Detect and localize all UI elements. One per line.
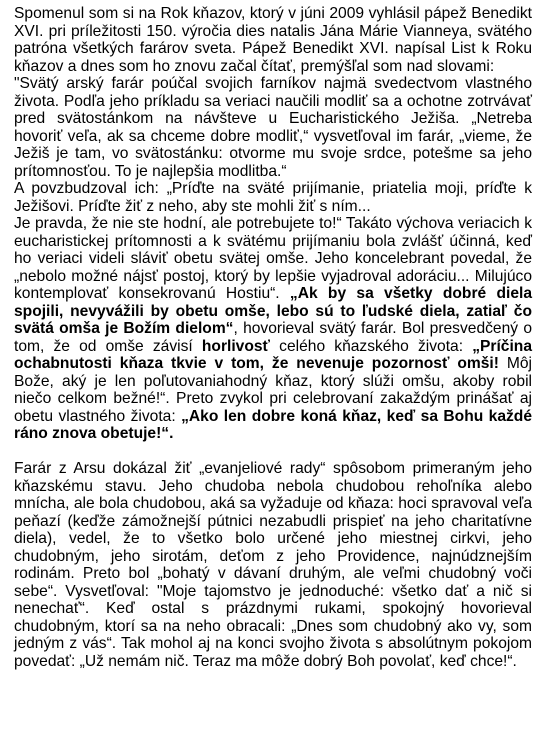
intro-text: Spomenul som si na Rok kňazov, ktorý v júni 2009 vyhlásil pápež Benedikt XVI. pri príležitosti 150. výročia dies natalis Jána Márie Vianneya, svätého patróna všetkých farárov sveta. Pápež Benedikt XVI. napísal List k Roku kňazov a dnes som ho znovu začal čítať, premýšľal som nad slovami: <box>14 5 532 75</box>
text-mass-4: Môj Bože, aký je len poľutovaniahodný kňaz, ktorý slúži omšu, akoby robil niečo celkom bežné!“. Preto zvykol pri celebrovaní zakaždým prinášať aj obetu vlastného života: <box>14 355 532 425</box>
quote-communion: A povzbudzoval ich: „Príďte na sväté prijímanie, priatelia moji, príďte k Ježišovi. Príďte žiť z neho, aby ste mohli žiť s ním... <box>14 180 532 215</box>
quote-prayer: "Svätý arský farár poúčal svojich farníkov najmä svedectvom vlastného života. Podľa jeho príkladu sa veriaci naučili modliť sa a ochotne zotrvávať pred svätostánkom na návšteve u Eucharistického Ježiša. „Netreba hovoriť veľa, ak sa chceme dobre modliť,“ vysvetľoval im farár, „vieme, že Ježiš je tam, vo svätostánku: otvorme mu svoje srdce, potešme sa jeho prítomnosťou. To je najlepšia modlitba.“ <box>14 75 532 180</box>
text-mass-2: , hovorieval svätý farár. Bol presvedčený o tom, že od omše závisí <box>14 320 532 355</box>
bold-quote-negligence: „Príčina ochabnutosti kňaza tkvie v tom, že nevenuje pozornosť omši! <box>14 337 532 372</box>
text-mass-3: celého kňazského života: <box>270 337 473 355</box>
bold-quote-offering: „Ako len dobre koná kňaz, keď sa Bohu každé ráno znova obetuje!“. <box>14 407 532 442</box>
bold-quote-mass: „Ak by sa všetky dobré diela spojili, nevyvážili by obetu omše, lebo sú to ľudské diela, zatiaľ čo svätá omša je Božím dielom“ <box>14 285 533 337</box>
bold-word-zeal: horlivosť <box>201 337 271 355</box>
paragraph-poverty: Farár z Arsu dokázal žiť „evanjeliové rady“ spôsobom primeraným jeho kňazskému stavu. Jeho chudoba nebola chudobou rehoľníka alebo mnícha, ale bola chudobou, aká sa vyžaduje od kňaza: hoci spravoval veľa peňazí (keďže zámožnejší pútnici nezabudli prispieť na jeho charitatívne diela), vedel, že to všetko bolo určené jeho miestnej cirkvi, jeho chudobným, jeho sirotám, deťom z jeho Providence, najnúdznejším rodinám. Preto bol „bohatý v dávaní druhým, ale veľmi chudobný voči sebe“. Vysvetľoval: "Moje tajomstvo je jednoduché: všetko dať a nič si nenechať“. Keď ostal s prázdnymi rukami, spokojný hovorieval chudobným, ktorí sa na neho obracali: „Dnes som chudobný ako vy, som jedným z vás“. Tak mohol aj na konci svojho života s absolútnym pokojom povedať: „Už nemám nič. Teraz ma môže dobrý Boh povolať, keď chce!“. <box>14 460 532 670</box>
text-mass: Je pravda, že nie ste hodní, ale potrebujete to!“ Takáto výchova veriacich k eucharistickej prítomnosti a k svätému prijímaniu bola zvlášť účinná, keď ho veriaci videli sláviť obetu svätej omše. Jeho koncelebrant povedal, že „nebolo možné nájsť postoj, ktorý by lepšie vyjadroval adoráciu... Milujúco kontemplovať konsekrovanú Hostiu“. <box>14 215 532 302</box>
paragraph-priests-year <box>14 5 532 443</box>
